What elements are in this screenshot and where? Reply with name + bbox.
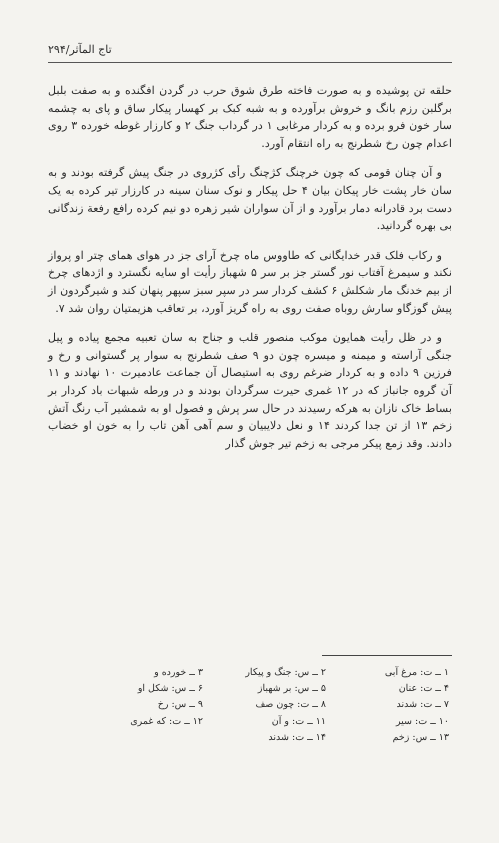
running-title: تاج المآثر/۲۹۴ <box>48 43 112 56</box>
footnote: ۱۰ ــ ت: سیر <box>395 715 449 727</box>
footnote: ۷ ــ ت: شدند <box>396 699 449 711</box>
footnotes <box>80 665 449 746</box>
paragraph-3: و رکاب فلک قدر خدایگانی که طاووس ماه چرخ آرای جز در هوای همای چتر او پرواز نکند و سیمرغ آفتاب نور گستر جز بر سر ۵ شهباز رأیت او سایه نگسترد و اژدهای چرخ از بیم خدنگ مار شکلش ۶ کشف کردار سر در سپر سبز سپهر پنهان کند و شیرگردون از پیش گوزگاو سارش روباه صفت روی به راه گریز آورد، بر تعاقب هزیمتیان روان شد ۷. <box>48 248 452 315</box>
footnote: ۱۳ ــ س: زخم <box>392 731 449 743</box>
footnote-row <box>80 681 449 697</box>
footnote-divider <box>322 655 452 656</box>
footnote: ۵ ــ س: بر شهباز <box>257 683 326 695</box>
footnote: ۲ ــ س: جنگ و پیکار <box>245 667 326 678</box>
footnote-row <box>80 665 449 681</box>
footnote: ۴ ــ ت: عنان <box>398 683 449 695</box>
footnote-row <box>80 714 449 730</box>
footnote: ۱۱ ــ ت: و آن <box>271 715 326 727</box>
footnote-row <box>80 697 449 713</box>
running-head <box>48 40 452 63</box>
footnote-row <box>80 730 449 746</box>
footnote: ۸ ــ ت: چون صف <box>255 699 326 711</box>
footnote: ۱۲ ــ ت: که غمری <box>130 715 203 727</box>
footnote: ۶ ــ س: شکل او <box>137 683 203 695</box>
footnote: ۱ ــ ت: مرغ آبی <box>384 667 449 678</box>
paragraph-2: و آن چنان قومی که چون خرچنگ کژچنگ رأی کژروی در جنگ پیش گرفته بودند و به سان خار پشت خار پیکان بیان ۴ حل پیکار و نوک سنان سینه در کارزار تیر کرده به یک دست برد قادرانه دمار برآورد و از آن سواران شیر زهره دو نیم کرده رافع رفعة زندگانی بی بهره گردانید. <box>48 166 452 233</box>
paragraph-1: حلقه تن پوشیده و به صورت فاخته طرق شوق حرب در گردن افگنده و به صفت بلبل برگلبن رزم بانگ و خروش برآورده و به شبه کبک بر کهسار پیکار ساق و پای به چشمه سار خون فرو برده و به کردار مرغابی ۱ در گرداب جنگ ۲ و کارزار غوطه خورده ۳ روی اعدام چون رخ شطرنج به راه انتقام آورد. <box>48 84 452 150</box>
footnote: ۳ ــ خورده و <box>154 667 203 678</box>
footnote: ۹ ــ س: رخ <box>157 699 203 711</box>
paragraph-4: و در ظل رأیت همایون موکب منصور قلب و جناح به سان تعبیه مجمع پیاده و پیل جنگی آراسته و میمنه و میسره چون دو ۹ صف شطرنج به سوار پر گستوانی و رخ و فرزین ۹ داده و به کردار ضرغم روی به استیصال آن جماعت عادمیرت ۱۰ نهادند و ۱۱ آن گروه جانباز که در ۱۲ غمری حیرت سرگردان بودند و در ورطه شبهات باد کردار بر بساط خاک نازان به هرکه رسیدند در حال سر پرش و فصول او به شمشیر آب رنگ آتش زخم ۱۳ از تن جدا کردند ۱۴ و نعل دلایبیان و سم آهی آهن تاب را به خون او خضاب دادند. وقد زمع پیکر مرجی به زخم تیر جوش گذار <box>48 331 453 450</box>
body-text <box>48 82 452 464</box>
footnote: ۱۴ ــ ت: شدند <box>268 731 326 743</box>
footnote <box>80 730 203 746</box>
